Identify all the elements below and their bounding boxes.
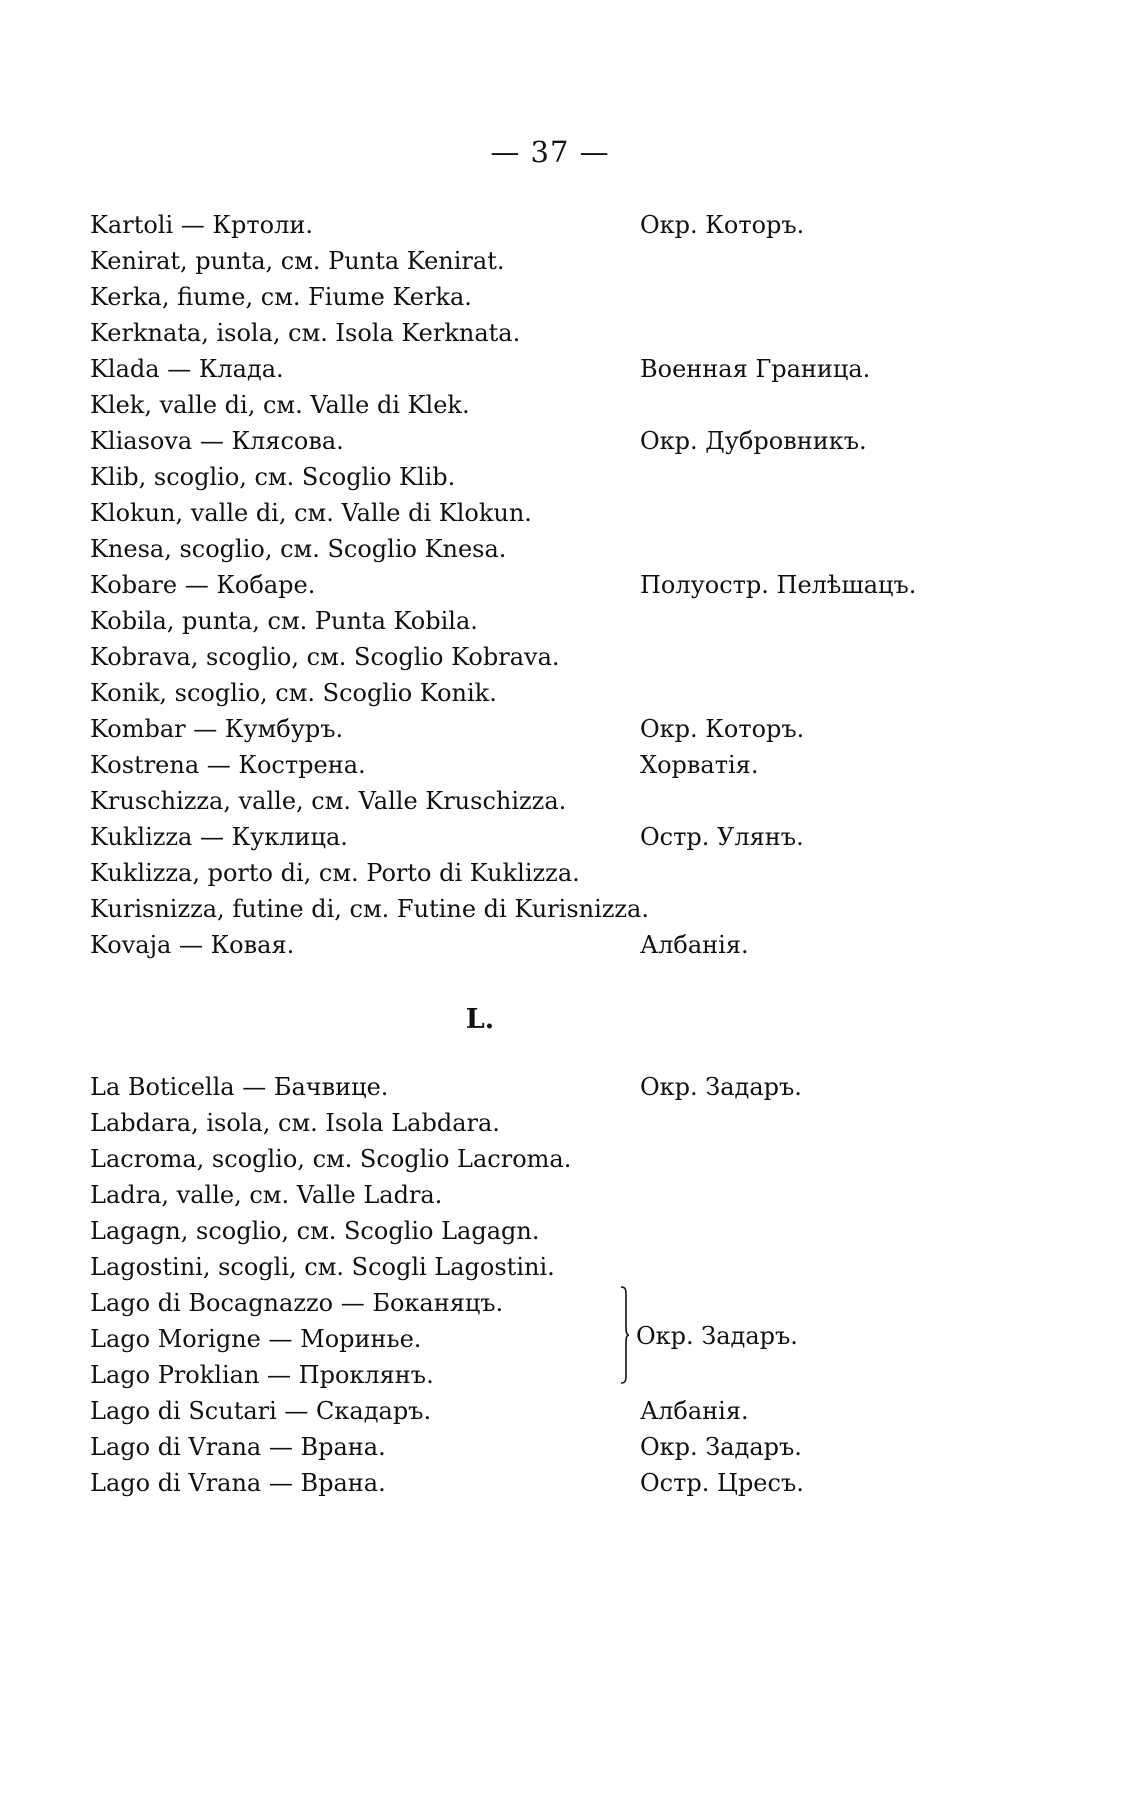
index-entry — [90, 639, 1090, 675]
index-entry — [90, 747, 1090, 783]
entry-name: Lago di Vrana — Врана. — [90, 1433, 386, 1461]
entry-name: Knesa, scoglio, см. Scoglio Knesa. — [90, 535, 507, 563]
index-entry — [90, 423, 1090, 459]
entry-name: Kostrena — Кострена. — [90, 751, 366, 779]
index-entry — [90, 1393, 1090, 1429]
entry-name: Kliasova — Клясова. — [90, 427, 344, 455]
index-entry — [90, 1321, 1090, 1357]
entry-name: Klib, scoglio, см. Scoglio Klib. — [90, 463, 456, 491]
entry-location: Военная Граница. — [640, 355, 871, 383]
index-entry — [90, 387, 1090, 423]
entry-location: Окр. Дубровникъ. — [640, 427, 867, 455]
entry-location: Остр. Цресъ. — [640, 1469, 804, 1497]
entry-name: Klada — Клада. — [90, 355, 284, 383]
index-entry — [90, 1177, 1090, 1213]
index-entry — [90, 1429, 1090, 1465]
index-entry — [90, 351, 1090, 387]
index-entry — [90, 531, 1090, 567]
entry-name: Klek, valle di, см. Valle di Klek. — [90, 391, 470, 419]
index-entry — [90, 1357, 1090, 1393]
index-entry — [90, 891, 1090, 927]
entry-name: Lago Morigne — Моринье. — [90, 1325, 422, 1353]
index-entry — [90, 1249, 1090, 1285]
entry-location: Окр. Задаръ. — [640, 1073, 802, 1101]
entry-name: La Boticella — Бачвице. — [90, 1073, 389, 1101]
entry-location: Албанія. — [640, 1397, 749, 1425]
entry-location: Албанія. — [640, 931, 749, 959]
index-entry — [90, 243, 1090, 279]
index-entry — [90, 207, 1090, 243]
entry-name: Kobare — Кобаре. — [90, 571, 316, 599]
entry-name: Labdara, isola, см. Isola Labdara. — [90, 1109, 500, 1137]
entry-location: Окр. Которъ. — [640, 211, 805, 239]
entry-name: Kuklizza, porto di, см. Porto di Kuklizza. — [90, 859, 580, 887]
index-entry — [90, 315, 1090, 351]
entry-name: Lago di Vrana — Врана. — [90, 1469, 386, 1497]
index-entry — [90, 1069, 1090, 1105]
entry-name: Kerka, fiume, см. Fiume Kerka. — [90, 283, 472, 311]
index-entry — [90, 603, 1090, 639]
index-entry — [90, 783, 1090, 819]
entry-name: Kartoli — Кртоли. — [90, 211, 313, 239]
index-entry — [90, 675, 1090, 711]
index-entry — [90, 567, 1090, 603]
entry-name: Lago Proklian — Проклянъ. — [90, 1361, 434, 1389]
index-entry — [90, 1105, 1090, 1141]
entry-name: Ladra, valle, см. Valle Ladra. — [90, 1181, 443, 1209]
index-entry — [90, 1213, 1090, 1249]
entry-location: Окр. Задаръ. — [640, 1433, 802, 1461]
index-entry — [90, 711, 1090, 747]
bracket-brace — [620, 1286, 630, 1384]
entry-name: Kovaja — Ковая. — [90, 931, 295, 959]
entry-name: Kurisnizza, futine di, см. Futine di Kurisnizza. — [90, 895, 649, 923]
section-l-entries — [90, 1069, 1090, 1501]
index-entry — [90, 819, 1090, 855]
index-entry — [90, 279, 1090, 315]
entry-name: Kuklizza — Куклица. — [90, 823, 348, 851]
index-entry — [90, 1285, 1090, 1321]
entry-location: Полуостр. Пелѣшацъ. — [640, 571, 917, 599]
index-entry — [90, 1141, 1090, 1177]
entry-name: Lagagn, scoglio, см. Scoglio Lagagn. — [90, 1217, 540, 1245]
index-entry — [90, 1465, 1090, 1501]
entry-name: Kenirat, punta, см. Punta Kenirat. — [90, 247, 505, 275]
entry-location: Хорватія. — [640, 751, 759, 779]
entry-location: Окр. Которъ. — [640, 715, 805, 743]
index-entry — [90, 495, 1090, 531]
index-entry — [90, 459, 1090, 495]
entry-name: Kombar — Кумбуръ. — [90, 715, 344, 743]
section-heading-l: L. — [465, 1004, 495, 1035]
page-number: — 37 — — [490, 135, 610, 169]
entry-name: Kobrava, scoglio, см. Scoglio Kobrava. — [90, 643, 560, 671]
entry-name: Lagostini, scogli, см. Scogli Lagostini. — [90, 1253, 555, 1281]
index-entry — [90, 927, 1090, 963]
entry-name: Lago di Scutari — Скадаръ. — [90, 1397, 432, 1425]
entry-name: Konik, scoglio, см. Scoglio Konik. — [90, 679, 497, 707]
entry-name: Lacroma, scoglio, см. Scoglio Lacroma. — [90, 1145, 572, 1173]
entry-location: Остр. Улянъ. — [640, 823, 804, 851]
entry-name: Kerknata, isola, см. Isola Kerknata. — [90, 319, 521, 347]
entry-name: Lago di Bocagnazzo — Боканяцъ. — [90, 1289, 504, 1317]
bracket-group-label: Окр. Задаръ. — [636, 1322, 798, 1350]
entry-name: Kobila, punta, см. Punta Kobila. — [90, 607, 478, 635]
index-entry — [90, 855, 1090, 891]
entry-name: Kruschizza, valle, см. Valle Kruschizza. — [90, 787, 567, 815]
entry-name: Klokun, valle di, см. Valle di Klokun. — [90, 499, 532, 527]
section-k-entries — [90, 207, 1090, 963]
